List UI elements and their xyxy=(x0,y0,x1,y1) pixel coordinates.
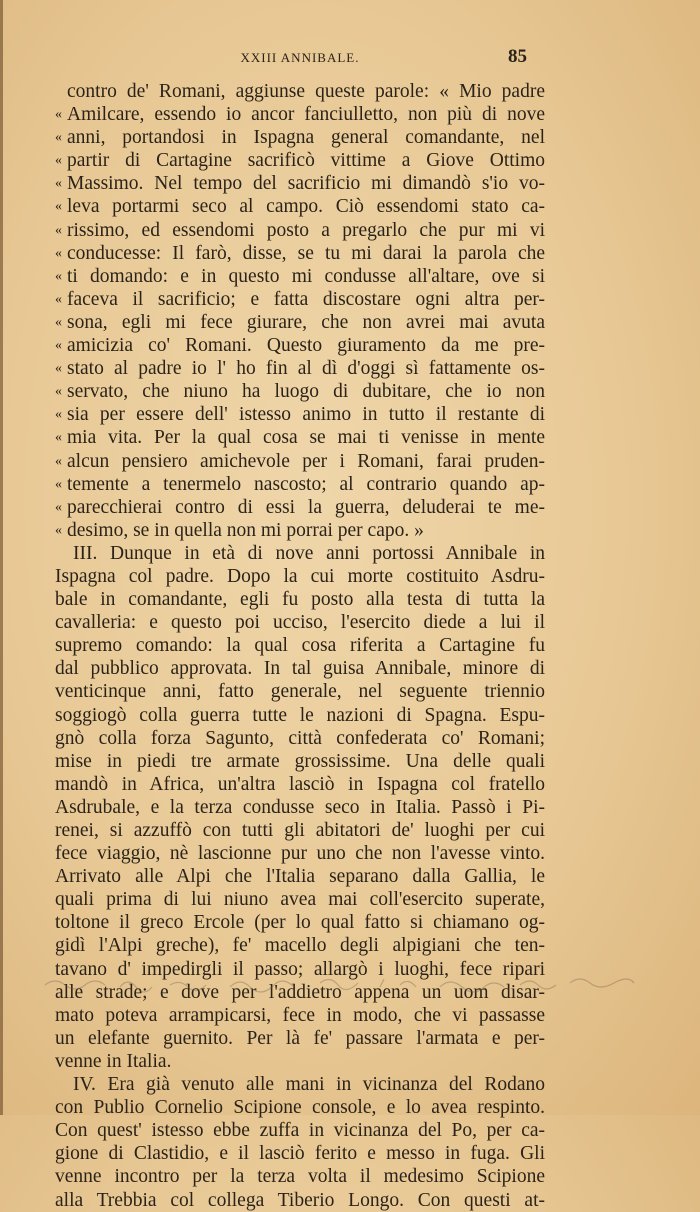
quote-mark xyxy=(55,80,67,103)
line-text: IV. Era già venuto alle mani in vicinanza del Rodano xyxy=(73,1074,545,1096)
text-line xyxy=(55,426,545,449)
text-line xyxy=(55,611,545,634)
line-text: sona, egli mi fece giurare, che non avrei mai avuta xyxy=(67,311,545,333)
text-line xyxy=(55,1189,545,1212)
pencil-handwriting-annotation xyxy=(40,965,660,1005)
line-text: Arrivato alle Alpi che l'Italia separano dalla Gallia, le xyxy=(55,866,545,888)
quote-mark: « xyxy=(55,291,62,307)
page-binding-edge xyxy=(0,0,3,1115)
text-line xyxy=(55,911,545,934)
quote-mark: « xyxy=(55,176,62,192)
quote-mark: « xyxy=(55,453,62,469)
text-line xyxy=(55,934,545,957)
line-text: soggiogò colla guerra tutte le nazioni di Spagna. Espu- xyxy=(55,704,545,726)
line-text: toltone il greco Ercole (per lo qual fatto si chiamano og- xyxy=(55,912,545,934)
text-line xyxy=(55,1119,545,1142)
line-text: Con quest' istesso ebbe zuffa in vicinanza del Po, per ca- xyxy=(55,1120,545,1142)
text-line xyxy=(55,588,545,611)
text-line xyxy=(55,865,545,888)
quote-mark: « xyxy=(55,430,62,446)
text-line xyxy=(55,842,545,865)
text-line xyxy=(55,888,545,911)
text-line xyxy=(55,657,545,680)
quote-mark: « xyxy=(55,268,62,284)
line-text: bale in comandante, egli fu posto alla testa di tutta la xyxy=(55,589,545,611)
text-line xyxy=(55,1004,545,1027)
quote-mark: « xyxy=(55,245,62,261)
line-text: mia vita. Per la qual cosa se mai ti venisse in mente xyxy=(67,427,545,449)
text-line xyxy=(55,149,545,172)
line-text: venne in Italia. xyxy=(55,1050,172,1072)
text-line xyxy=(55,403,545,426)
text-line xyxy=(55,242,545,265)
quote-mark: « xyxy=(55,107,62,123)
page-body-text xyxy=(55,80,545,1212)
line-text: dal pubblico approvata. In tal guisa Annibale, minore di xyxy=(55,658,545,680)
line-text: parecchierai contro di essi la guerra, deluderai te me- xyxy=(67,496,545,518)
quote-mark: « xyxy=(55,130,62,146)
line-text: alle strade; e dove per l'addietro appena un uom disar- xyxy=(55,981,545,1003)
text-line xyxy=(55,334,545,357)
line-text: stato al padre io l' ho fin al dì d'oggi sì fattamente os- xyxy=(67,358,545,380)
text-line xyxy=(55,704,545,727)
text-line xyxy=(55,1096,545,1119)
line-text: alla Trebbia col collega Tiberio Longo. Con questi at- xyxy=(55,1189,545,1211)
text-line xyxy=(55,1142,545,1165)
page-number: 85 xyxy=(508,46,527,67)
line-text: Massimo. Nel tempo del sacrificio mi dimandò s'io vo- xyxy=(67,173,545,195)
line-text: venne incontro per la terza volta il medesimo Scipione xyxy=(55,1166,545,1188)
text-line xyxy=(55,796,545,819)
quote-mark: « xyxy=(55,499,62,515)
text-line xyxy=(55,727,545,750)
text-line xyxy=(55,1073,545,1096)
line-text: temente a tenermelo nascosto; al contrario quando ap- xyxy=(67,473,545,495)
line-text: partir di Cartagine sacrificò vittime a Giove Ottimo xyxy=(67,150,545,172)
text-line xyxy=(55,496,545,519)
line-text: conducesse: Il farò, disse, se tu mi darai la parola che xyxy=(67,242,545,264)
text-line xyxy=(55,380,545,403)
line-text: fece viaggio, nè lascionne pur uno che non l'avesse vinto. xyxy=(55,843,545,865)
text-line xyxy=(55,288,545,311)
line-text: Amilcare, essendo io ancor fanciulletto, non più di nove xyxy=(67,104,545,126)
line-text: desimo, se in quella non mi porrai per capo. » xyxy=(67,519,424,541)
line-text: mandò in Africa, un'altra lasciò in Ispagna col fratello xyxy=(55,773,545,795)
line-text: alcun pensiero amichevole per i Romani, farai pruden- xyxy=(67,450,545,472)
text-line xyxy=(55,195,545,218)
quote-mark: « xyxy=(55,314,62,330)
text-line xyxy=(55,473,545,496)
line-text: amicizia co' Romani. Questo giuramento da me pre- xyxy=(67,335,545,357)
line-text: gidì l'Alpi greche), fe' macello degli alpigiani che ten- xyxy=(55,935,545,957)
line-text: mato poteva arrampicarsi, fece in modo, che vi passasse xyxy=(55,1004,545,1026)
line-text: un elefante guernito. Per là fe' passare l'armata e per- xyxy=(55,1027,545,1049)
line-text: renei, si azzuffò con tutti gli abitatori de' luoghi per cui xyxy=(55,820,545,841)
text-line xyxy=(55,172,545,195)
line-text: tavano d' impedirgli il passo; allargò i luoghi, fece ripari xyxy=(55,958,545,980)
line-text: Asdrubale, e la terza condusse seco in Italia. Passò i Pi- xyxy=(55,796,545,818)
text-line xyxy=(55,1165,545,1188)
line-text: rissimo, ed essendomi posto a pregarlo che pur mi vi xyxy=(67,219,545,241)
line-text: faceva il sacrificio; e fatta discostare ogni altra per- xyxy=(67,288,545,310)
quote-mark: « xyxy=(55,222,62,238)
text-line xyxy=(55,311,545,334)
line-text: venticinque anni, fatto generale, nel seguente triennio xyxy=(55,681,545,703)
text-line xyxy=(55,634,545,657)
text-line xyxy=(55,519,545,542)
page-header xyxy=(55,48,545,68)
text-line xyxy=(55,565,545,588)
quote-mark: « xyxy=(55,407,62,423)
running-title: XXIII ANNIBALE. xyxy=(240,50,360,65)
text-line xyxy=(55,542,545,565)
line-text: mise in piedi tre armate grossissime. Una delle quali xyxy=(55,750,545,772)
text-line xyxy=(55,1027,545,1050)
line-text: servato, che niuno ha luogo di dubitare, che io non xyxy=(67,381,545,403)
line-text: anni, portandosi in Ispagna general comandante, nel xyxy=(67,127,545,149)
text-line xyxy=(55,357,545,380)
line-text: gione di Clastidio, e il lasciò ferito e messo in fuga. Gli xyxy=(55,1143,545,1165)
line-text: quali prima di lui niuno avea mai coll'esercito superate, xyxy=(55,889,545,911)
text-line xyxy=(55,80,545,103)
text-line xyxy=(55,750,545,773)
text-line xyxy=(55,265,545,288)
text-line xyxy=(55,450,545,473)
line-text: Ispagna col padre. Dopo la cui morte costituito Asdru- xyxy=(55,565,545,587)
quote-mark: « xyxy=(55,199,62,215)
text-line xyxy=(55,773,545,796)
quote-mark: « xyxy=(55,153,62,169)
quote-mark: « xyxy=(55,384,62,400)
line-text: leva portarmi seco al campo. Ciò essendomi stato ca- xyxy=(67,196,545,218)
line-text: sia per essere dell' istesso animo in tutto il restante di xyxy=(67,404,545,426)
line-text: cavalleria: e questo poi ucciso, l'esercito diede a lui il xyxy=(55,612,545,634)
text-line xyxy=(55,219,545,242)
text-line xyxy=(55,680,545,703)
quote-mark: « xyxy=(55,476,62,492)
line-text: ti domando: e in questo mi condusse all'altare, ove si xyxy=(67,265,545,287)
text-line xyxy=(55,1050,545,1073)
quote-mark: « xyxy=(55,361,62,377)
line-text: supremo comando: la qual cosa riferita a Cartagine fu xyxy=(55,635,545,657)
quote-mark: « xyxy=(55,338,62,354)
line-text: contro de' Romani, aggiunse queste parole: « Mio padre xyxy=(67,81,545,102)
text-line xyxy=(55,126,545,149)
text-line xyxy=(55,819,545,842)
quote-mark: « xyxy=(55,522,62,538)
text-line xyxy=(55,103,545,126)
line-text: con Publio Cornelio Scipione console, e lo avea respinto. xyxy=(55,1097,545,1119)
line-text: gnò colla forza Sagunto, città confederata co' Romani; xyxy=(55,727,545,749)
line-text: III. Dunque in età di nove anni portossi Annibale in xyxy=(73,542,545,564)
